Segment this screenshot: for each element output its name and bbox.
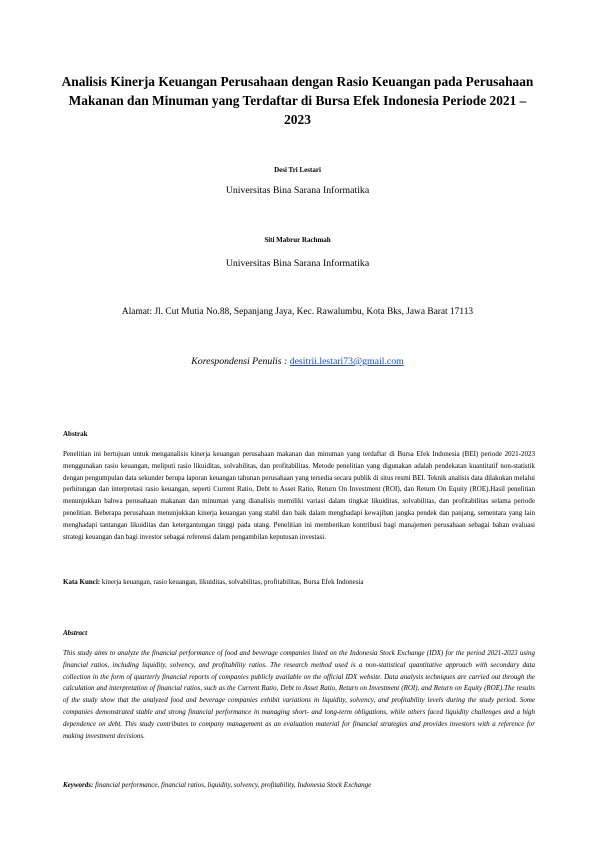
abstrak-keywords — [63, 578, 535, 586]
correspondence-email-link[interactable]: desitrii.lestari73@gmail.com — [289, 356, 404, 367]
correspondence-line — [0, 356, 595, 367]
author-address: Alamat: Jl. Cut Mutia No.88, Sepanjang Jaya, Kec. Rawalumbu, Kota Bks, Jawa Barat 17113 — [121, 307, 474, 317]
abstrak-keywords-list: kinerja keuangan, rasio keuangan, likuiditas, solvabilitas, profitabilitas, Bursa Efek Indonesia — [100, 578, 364, 586]
correspondence-label: Korespondensi Penulis : — [191, 356, 290, 367]
paper-title: Analisis Kinerja Keuangan Perusahaan dengan Rasio Keuangan pada Perusahaan Makanan dan Minuman yang Terdaftar di Bursa Efek Indonesia Periode 2021 – 2023 — [61, 74, 534, 127]
abstract-keywords-label: Keywords: — [63, 781, 94, 789]
abstract-text: This study aims to analyze the financial performance of food and beverage companies listed on the Indonesia Stock Exchange (IDX) for the period 2021-2023 using financial ratios, including liquidity, solvency, and profitability ratios. The research method used is a non-statistical quantitative approach with secondary data collection in the form of quarterly financial reports of companies publicly available on the official IDX website. Data analysis techniques are carried out through the calculation and interpretation of financial ratios, such as the Current Ratio, Debt to Asset Ratio, Return on Investment (ROI), and Return on Equity (ROE).The results of the study show that the analyzed food and beverage companies exhibit variations in liquidity, solvency, and profitability levels during the study period. Some companies demonstrated stable and strong financial performance in managing short- and long-term obligations, while others faced liquidity challenges and a high dependence on debt. This study contributes to company management as an evaluation material for financial strategies and provides investors with a reference for making investment decisions. — [63, 649, 535, 740]
abstract-keywords-list: financial performance, financial ratios, liquidity, solvency, profitability, Indonesia Stock Exchange — [93, 781, 372, 789]
abstrak-heading: Abstrak — [63, 430, 88, 438]
abstrak-keywords-label: Kata Kunci: — [63, 578, 101, 586]
author-affiliation-2: Universitas Bina Sarana Informatika — [225, 258, 370, 269]
abstract-keywords — [63, 781, 535, 789]
author-name-1: Desi Tri Lestari — [274, 166, 321, 174]
abstrak-text: Penelitian ini bertujuan untuk menganalisis kinerja keuangan perusahaan makanan dan minuman yang terdaftar di Bursa Efek Indonesia (BEI) periode 2021-2023 menggunakan rasio keuangan, meliputi rasio likuiditas, solvabilitas, dan profitabilitas. Metode penelitian yang digunakan adalah pendekatan kuantitatif non-statistik dengan pengumpulan data sekunder berupa laporan keuangan tahunan perusahaan yang tersedia secara publik di situs resmi BEI. Teknik analisis data dilakukan melalui perhitungan dan interpretasi rasio keuangan, seperti Current Ratio, Debt to Asset Ratio, Return On Investment (ROI), dan Return On Equity (ROE).Hasil penelitian menunjukkan bahwa perusahaan makanan dan minuman yang dianalisis memiliki variasi dalam tingkat likuiditas, solvabilitas, dan profitabilitas selama periode penelitian. Beberapa perusahaan menunjukkan kinerja keuangan yang stabil dan baik dalam menghadapi kewajiban jangka pendek dan panjang, sementara yang lain menghadapi tantangan likuiditas dan ketergantungan tinggi pada utang. Penelitian ini memberikan kontribusi bagi manajemen perusahaan sebagai bahan evaluasi strategi keuangan dan bagi investor sebagai referensi dalam pengambilan keputusan investasi. — [63, 450, 535, 541]
abstract-heading: Abstract — [63, 629, 88, 637]
author-name-2: Siti Mabrur Rachmah — [264, 236, 331, 244]
author-affiliation-1: Universitas Bina Sarana Informatika — [225, 185, 370, 196]
